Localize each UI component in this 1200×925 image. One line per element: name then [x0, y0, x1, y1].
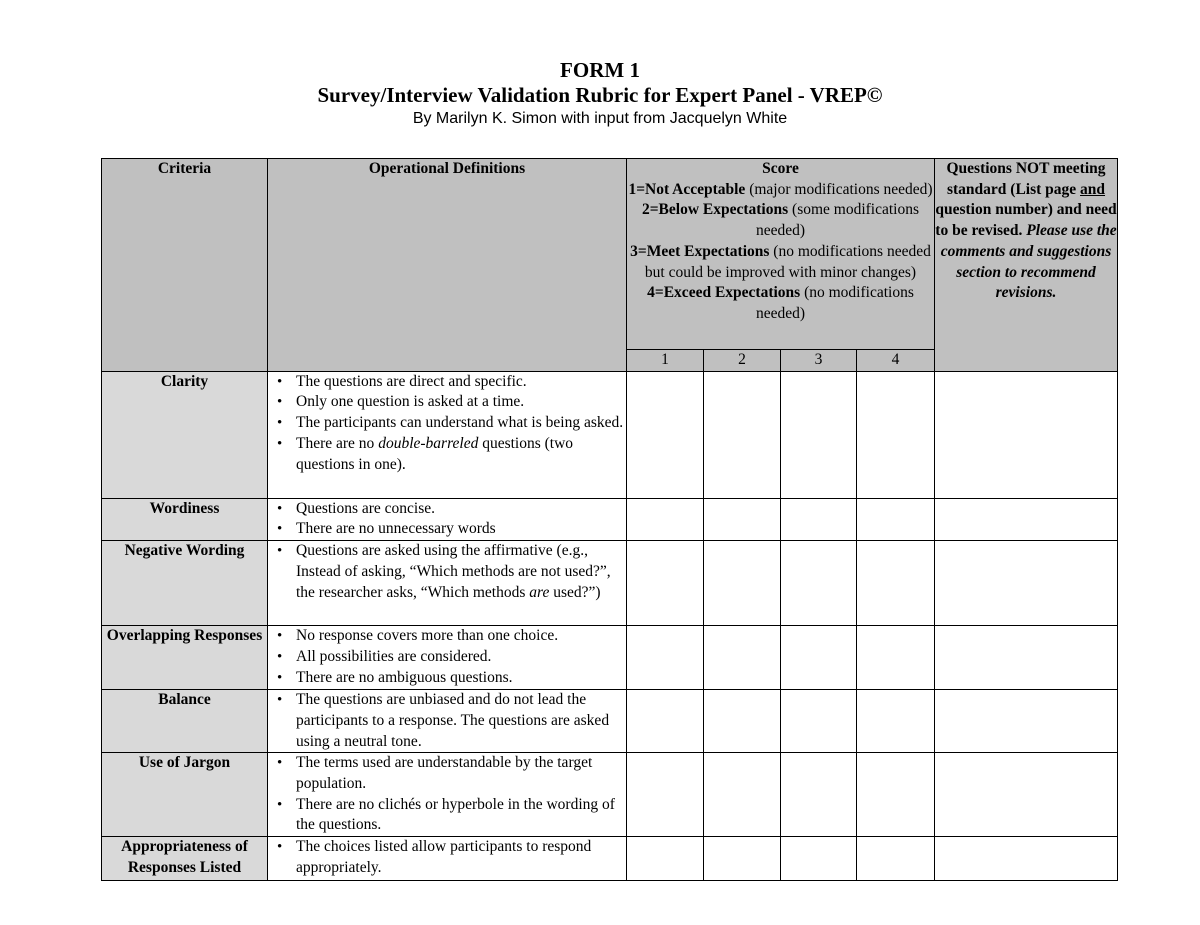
score-cell-4[interactable]	[857, 541, 935, 626]
score-cell-2[interactable]	[704, 371, 781, 498]
definition-text: questions (two questions in one).	[296, 434, 574, 473]
score-number: 2	[704, 350, 781, 372]
definition-item: • There are no ambiguous questions.	[268, 668, 626, 689]
definition-list	[268, 626, 626, 688]
score-cell-3[interactable]	[781, 498, 857, 540]
score-cell-3[interactable]	[781, 371, 857, 498]
score-cell-1[interactable]	[627, 498, 704, 540]
qnm-text-2: question number) and need to be revised.	[935, 201, 1117, 240]
score-level-note: (no modifications needed but could be improved with minor changes)	[644, 242, 931, 281]
definition-text: Questions are asked using the affirmative (e.g., Instead of asking, “Which methods are not used?”, the researcher asks, “Which methods	[296, 542, 611, 601]
definition-list	[268, 541, 626, 603]
score-level-1	[627, 180, 934, 201]
score-number: 3	[781, 350, 857, 372]
criterion-row	[102, 837, 1118, 881]
score-cell-3[interactable]	[781, 541, 857, 626]
questions-not-meeting-cell[interactable]	[935, 690, 1118, 753]
score-level-label: 4=Exceed Expectations	[647, 284, 801, 302]
questions-not-meeting-cell[interactable]	[935, 541, 1118, 626]
operational-definitions	[268, 690, 627, 753]
score-level-note: (major modifications needed)	[745, 180, 933, 198]
score-level-3	[627, 242, 934, 283]
score-level-4	[627, 283, 934, 324]
score-cell-4[interactable]	[857, 690, 935, 753]
definition-item: • No response covers more than one choice.	[268, 626, 626, 647]
operational-definitions	[268, 626, 627, 690]
questions-not-meeting-cell[interactable]	[935, 371, 1118, 498]
definition-list	[268, 690, 626, 752]
definition-emphasis: are	[529, 583, 550, 601]
score-level-label: 3=Meet Expectations	[630, 242, 770, 260]
operational-definitions	[268, 371, 627, 498]
definition-item	[268, 434, 626, 475]
score-cell-1[interactable]	[627, 371, 704, 498]
definition-item: • Questions are concise.	[268, 499, 626, 520]
score-level-note: (no modifications needed)	[755, 284, 914, 322]
definition-list	[268, 372, 626, 476]
score-cell-1[interactable]	[627, 753, 704, 837]
operational-definitions	[268, 753, 627, 837]
score-number: 4	[857, 350, 935, 372]
score-cell-2[interactable]	[704, 837, 781, 881]
definition-item: • The participants can understand what is being asked.	[268, 413, 626, 434]
score-cell-3[interactable]	[781, 837, 857, 881]
definition-item: • The questions are direct and specific.	[268, 372, 626, 393]
criterion-row	[102, 498, 1118, 540]
score-cell-2[interactable]	[704, 498, 781, 540]
questions-not-meeting-cell[interactable]	[935, 753, 1118, 837]
score-level-note: (some modifications needed)	[755, 201, 920, 240]
definition-list	[268, 753, 626, 836]
criterion-name: Appropriateness of Responses Listed	[102, 837, 268, 881]
score-cell-4[interactable]	[857, 371, 935, 498]
criterion-row	[102, 690, 1118, 753]
score-title: Score	[762, 160, 799, 177]
score-number: 1	[627, 350, 704, 372]
byline: By Marilyn K. Simon with input from Jacquelyn White	[412, 110, 788, 127]
definition-item: • The terms used are understandable by the target population.	[268, 753, 626, 794]
criterion-name: Balance	[102, 690, 268, 753]
definition-emphasis: double-barreled	[378, 434, 479, 452]
score-cell-4[interactable]	[857, 753, 935, 837]
score-cell-1[interactable]	[627, 690, 704, 753]
header-row	[102, 159, 1118, 350]
score-cell-1[interactable]	[627, 837, 704, 881]
operational-definitions	[268, 498, 627, 540]
questions-not-meeting-cell[interactable]	[935, 626, 1118, 690]
criterion-row	[102, 541, 1118, 626]
score-cell-2[interactable]	[704, 753, 781, 837]
criteria-header: Criteria	[102, 159, 268, 372]
score-cell-2[interactable]	[704, 626, 781, 690]
criterion-row	[102, 753, 1118, 837]
rubric-body	[102, 371, 1118, 881]
validation-rubric-table	[101, 158, 1118, 881]
operational-definitions	[268, 541, 627, 626]
definition-item: • There are no clichés or hyperbole in the wording of the questions.	[268, 795, 626, 836]
questions-not-meeting-cell[interactable]	[935, 837, 1118, 881]
definition-item: • Only one question is asked at a time.	[268, 392, 626, 413]
score-cell-4[interactable]	[857, 837, 935, 881]
score-cell-1[interactable]	[627, 541, 704, 626]
criterion-name: Negative Wording	[102, 541, 268, 626]
criterion-name: Clarity	[102, 371, 268, 498]
score-header	[627, 159, 935, 350]
score-cell-3[interactable]	[781, 753, 857, 837]
questions-not-meeting-header	[935, 159, 1118, 372]
definition-list	[268, 837, 626, 878]
qnm-text: Questions NOT meeting standard (List page	[946, 160, 1106, 198]
qnm-underlined: and	[1080, 180, 1106, 198]
score-level-label: 2=Below Expectations	[641, 201, 789, 219]
score-cell-1[interactable]	[627, 626, 704, 690]
score-cell-4[interactable]	[857, 626, 935, 690]
score-cell-2[interactable]	[704, 690, 781, 753]
definitions-header: Operational Definitions	[268, 159, 627, 372]
definition-item: • The choices listed allow participants to respond appropriately.	[268, 837, 626, 878]
qnm-instructions: Please use the comments and suggestions section to recommend revisions.	[940, 222, 1117, 302]
score-cell-2[interactable]	[704, 541, 781, 626]
definition-item	[268, 541, 626, 603]
score-cell-3[interactable]	[781, 626, 857, 690]
definition-item: • All possibilities are considered.	[268, 647, 626, 668]
criterion-name: Wordiness	[102, 498, 268, 540]
definition-item: • There are no unnecessary words	[268, 519, 626, 540]
score-level-2	[627, 200, 934, 241]
operational-definitions	[268, 837, 627, 881]
definition-text: used?”)	[549, 583, 601, 601]
questions-not-meeting-cell[interactable]	[935, 498, 1118, 540]
definition-item: • The questions are unbiased and do not lead the participants to a response. The questions are asked using a neutral tone.	[268, 690, 626, 752]
score-cell-4[interactable]	[857, 498, 935, 540]
score-level-label: 1=Not Acceptable	[628, 180, 746, 198]
criterion-name: Use of Jargon	[102, 753, 268, 837]
score-cell-3[interactable]	[781, 690, 857, 753]
criterion-row	[102, 371, 1118, 498]
form-label: FORM 1	[560, 58, 640, 82]
criterion-name: Overlapping Responses	[102, 626, 268, 690]
definition-text: There are no	[296, 434, 379, 452]
criterion-row	[102, 626, 1118, 690]
definition-list	[268, 499, 626, 540]
document-header	[0, 58, 1200, 129]
document-title: Survey/Interview Validation Rubric for Expert Panel - VREP©	[317, 83, 883, 107]
